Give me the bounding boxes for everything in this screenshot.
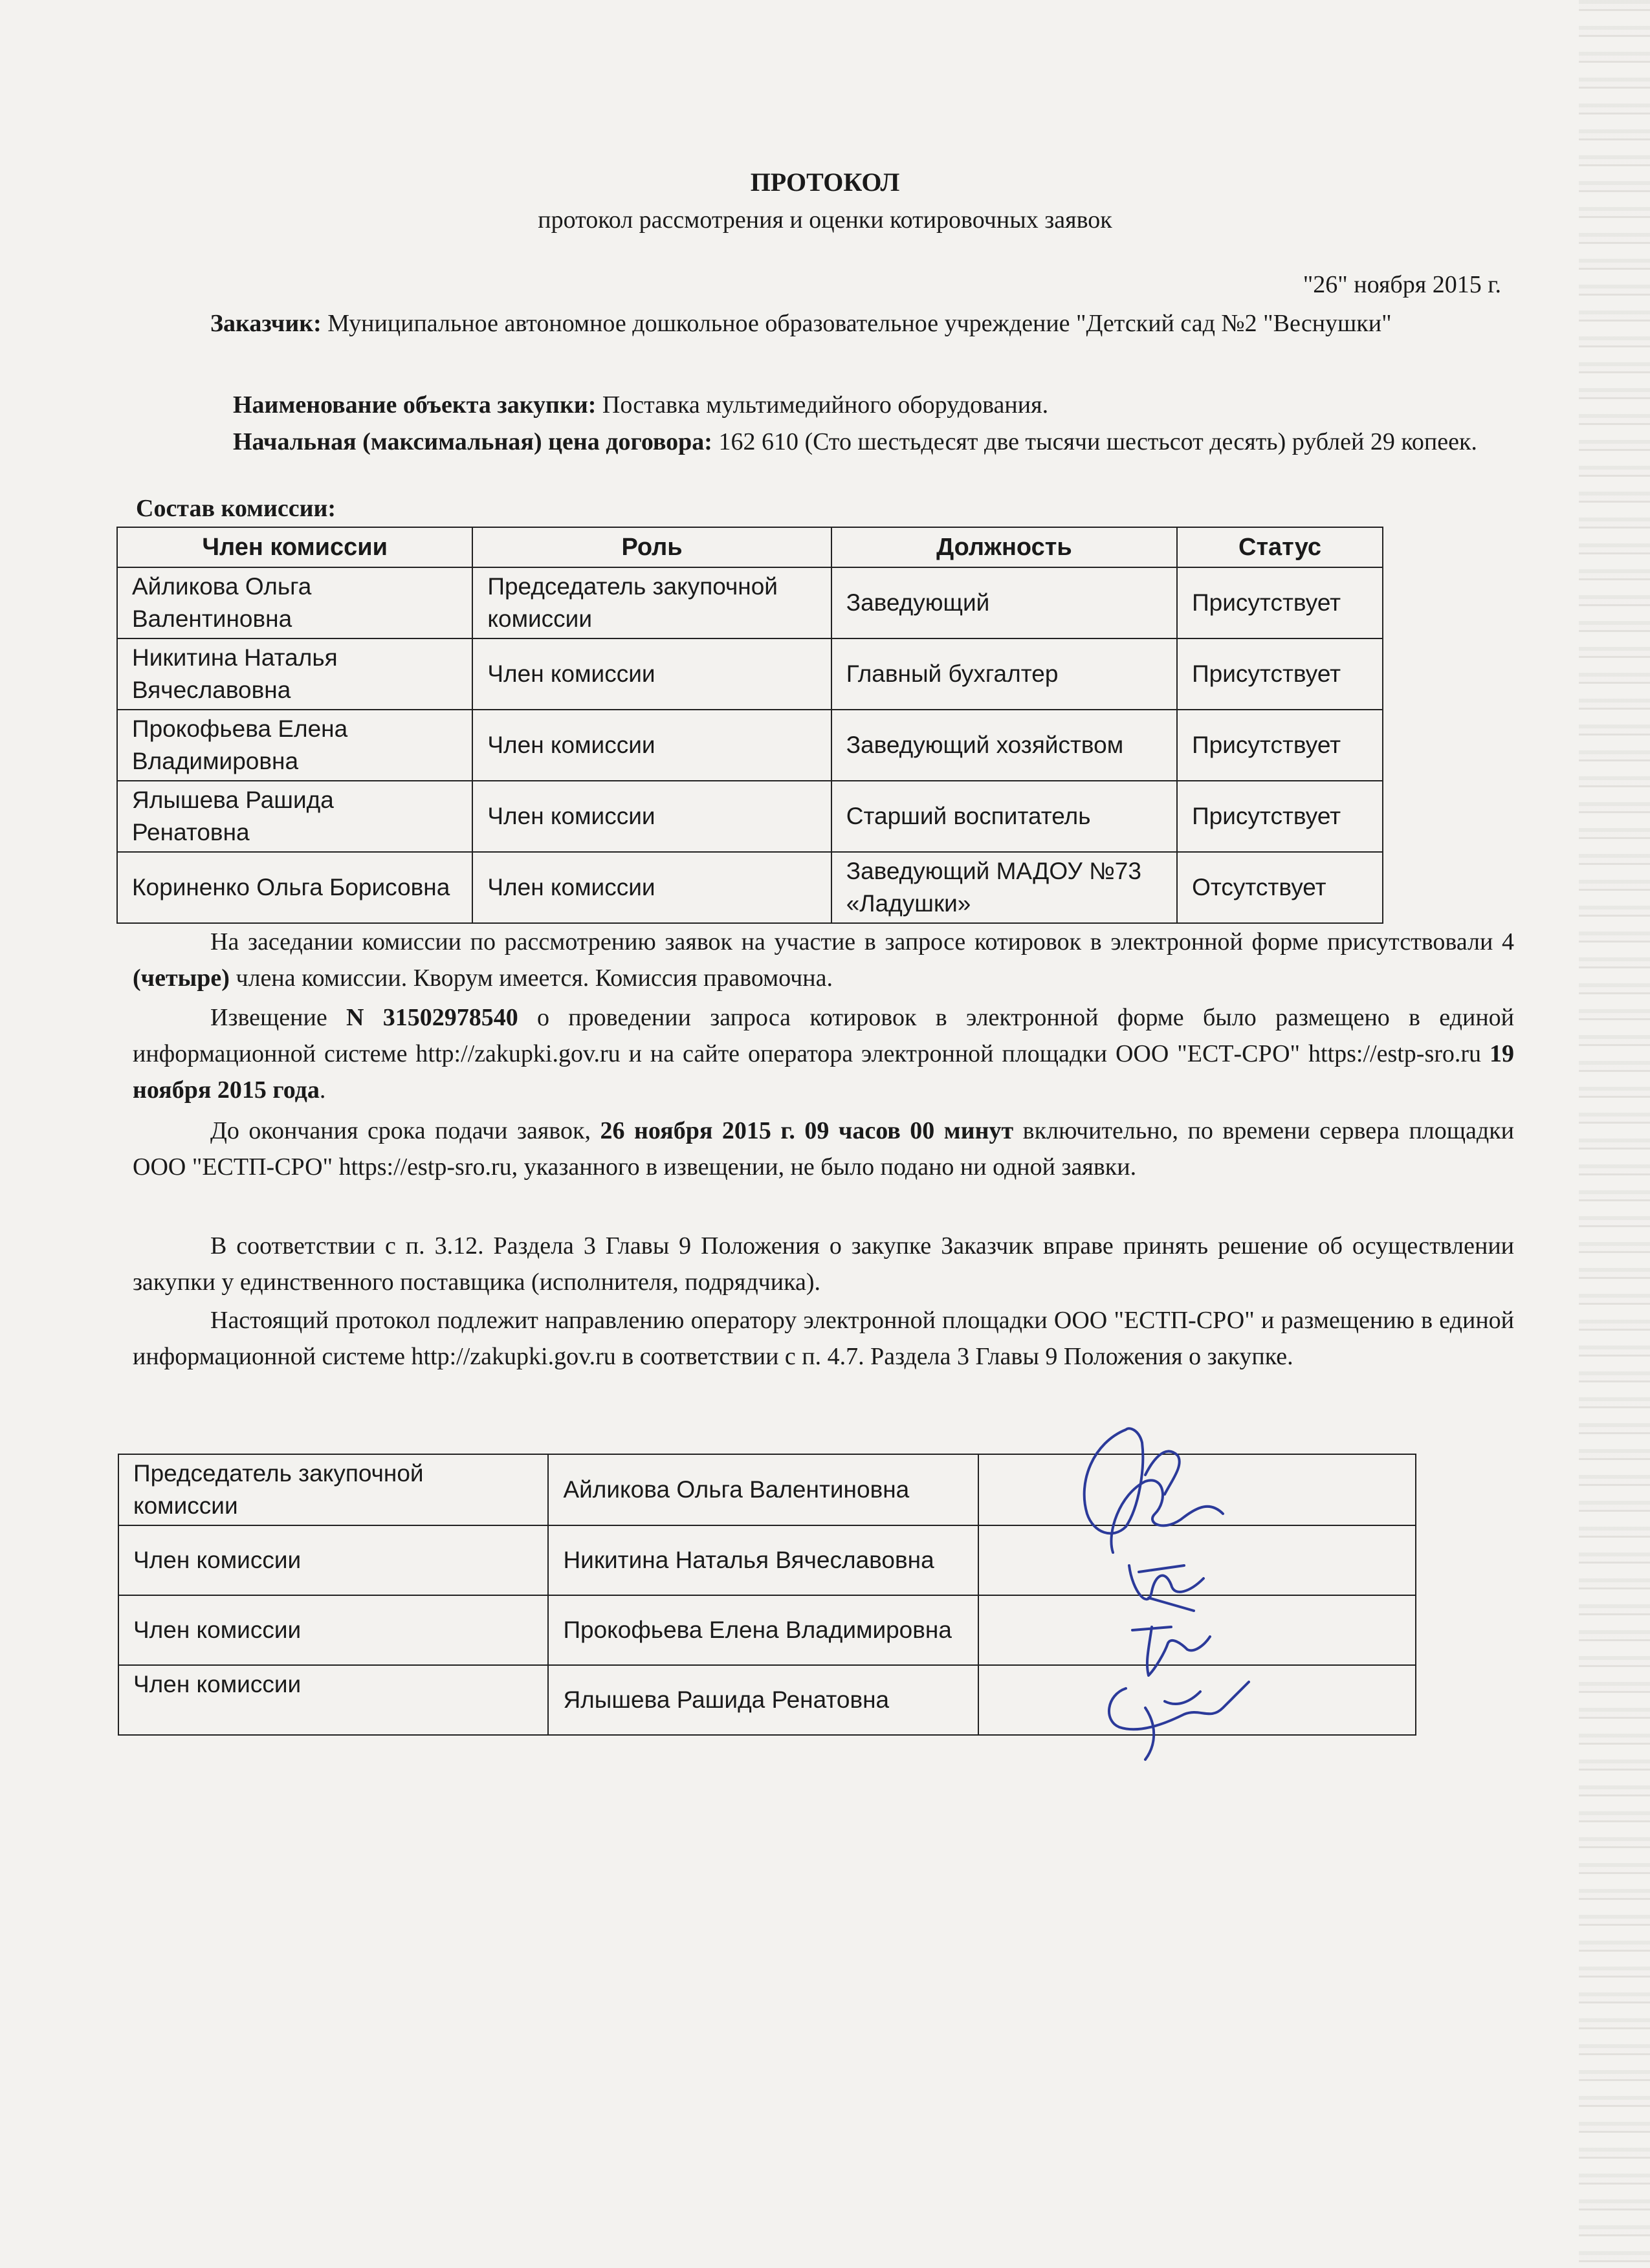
document-title: ПРОТОКОЛ (750, 168, 900, 197)
member-name: Никитина Наталья Вячеславовна (117, 638, 472, 710)
scan-edge-artifact (1579, 0, 1650, 2268)
object-paragraph (133, 387, 1514, 423)
text-run: До окончания срока подачи заявок, (210, 1117, 600, 1144)
text-run-bold: (четыре) (133, 965, 230, 992)
publication-paragraph: Настоящий протокол подлежит направлению оператору электронной площадки ООО "ЕСТП-СРО" и размещению в единой информационной системе http://zakupki.gov.ru в соответствии с п. 4.7. Раздела 3 Главы 9 Положения о закупке. (133, 1307, 1514, 1370)
table-row (117, 852, 1383, 923)
customer-label: Заказчик: (210, 310, 322, 337)
commission-table (116, 527, 1383, 924)
member-position: Заведующий (831, 567, 1177, 638)
member-role: Член комиссии (472, 852, 831, 923)
member-role: Член комиссии (472, 638, 831, 710)
column-header: Член комиссии (117, 527, 472, 567)
commission-label: Состав комиссии: (136, 495, 336, 522)
signature-stroke (1139, 1565, 1194, 1611)
signer-role: Член комиссии (118, 1665, 548, 1735)
member-status: Присутствует (1177, 710, 1383, 781)
document-date: "26" ноября 2015 г. (1303, 271, 1501, 298)
commission-table-header (117, 527, 1383, 567)
table-row (117, 710, 1383, 781)
member-name: Прокофьева Елена Владимировна (117, 710, 472, 781)
text-run: На заседании комиссии по рассмотрению заявок на участие в запросе котировок в электронной форме присутствовали 4 (210, 928, 1514, 955)
customer-value: Муниципальное автономное дошкольное образовательное учреждение "Детский сад №2 "Веснушки" (327, 310, 1392, 337)
member-role: Член комиссии (472, 710, 831, 781)
quorum-paragraph (133, 924, 1514, 996)
signer-name: Айликова Ольга Валентиновна (548, 1454, 978, 1525)
signer-role: Председатель закупочной комиссии (118, 1454, 548, 1525)
member-name: Айликова Ольга Валентиновна (117, 567, 472, 638)
table-row (117, 781, 1383, 852)
table-row (117, 638, 1383, 710)
member-status: Отсутствует (1177, 852, 1383, 923)
column-header: Роль (472, 527, 831, 567)
member-role: Председатель закупочной комиссии (472, 567, 831, 638)
document-subtitle: протокол рассмотрения и оценки котировочных заявок (538, 206, 1112, 234)
signer-name: Ялышева Рашида Ренатовна (548, 1665, 978, 1735)
decision-paragraph: В соответствии с п. 3.12. Раздела 3 Главы 9 Положения о закупке Заказчик вправе принять решение об осуществлении закупки у единственного поставщика (исполнителя, подрядчика). (133, 1232, 1514, 1296)
deadline-paragraph (133, 1113, 1514, 1185)
member-position: Главный бухгалтер (831, 638, 1177, 710)
handwritten-signatures (1016, 1404, 1288, 1766)
signer-role: Член комиссии (118, 1595, 548, 1665)
member-position: Заведующий хозяйством (831, 710, 1177, 781)
member-role: Член комиссии (472, 781, 831, 852)
notice-paragraph (133, 999, 1514, 1108)
text-run: включительно, по времени сервера площадки ООО "ЕСТП-СРО" https://estp-sro.ru, указанного в извещении, не было подано ни одной заявки. (133, 1117, 1515, 1181)
column-header: Должность (831, 527, 1177, 567)
signer-name: Прокофьева Елена Владимировна (548, 1595, 978, 1665)
member-name: Кориненко Ольга Борисовна (117, 852, 472, 923)
price-value: 162 610 (Сто шестьдесят две тысячи шестьсот десять) рублей 29 копеек. (718, 428, 1477, 455)
commission-label-line (136, 490, 1517, 527)
member-position: Старший воспитатель (831, 781, 1177, 852)
signer-name: Никитина Наталья Вячеславовна (548, 1525, 978, 1595)
signer-role: Член комиссии (118, 1525, 548, 1595)
object-value: Поставка мультимедийного оборудования. (602, 391, 1049, 419)
signature-stroke (1109, 1682, 1249, 1729)
text-run: члена комиссии. Кворум имеется. Комиссия правомочна. (229, 965, 833, 992)
signature-stroke (1132, 1627, 1210, 1675)
text-run: Извещение (210, 1004, 346, 1031)
deadline-datetime: 26 ноября 2015 г. 09 часов 00 минут (600, 1117, 1014, 1144)
price-paragraph (133, 424, 1511, 460)
signature-stroke (1145, 1692, 1200, 1760)
notice-number: N 31502978540 (346, 1004, 518, 1031)
notice-date: 19 ноября 2015 года (133, 1040, 1514, 1104)
member-status: Присутствует (1177, 567, 1383, 638)
object-label: Наименование объекта закупки: (233, 391, 597, 419)
customer-paragraph (133, 305, 1514, 342)
price-label: Начальная (максимальная) цена договора: (233, 428, 712, 455)
text-run: . (319, 1076, 326, 1104)
text-run: о проведении запроса котировок в электронной форме было размещено в единой информационной системе http://zakupki.gov.ru и на сайте оператора электронной площадки ООО "ЕСТ-СРО" https://estp-sro.ru (133, 1004, 1514, 1067)
member-status: Присутствует (1177, 638, 1383, 710)
column-header: Статус (1177, 527, 1383, 567)
member-position: Заведующий МАДОУ №73 «Ладушки» (831, 852, 1177, 923)
member-name: Ялышева Рашида Ренатовна (117, 781, 472, 852)
member-status: Присутствует (1177, 781, 1383, 852)
signature-stroke (1084, 1428, 1143, 1533)
table-row (117, 567, 1383, 638)
